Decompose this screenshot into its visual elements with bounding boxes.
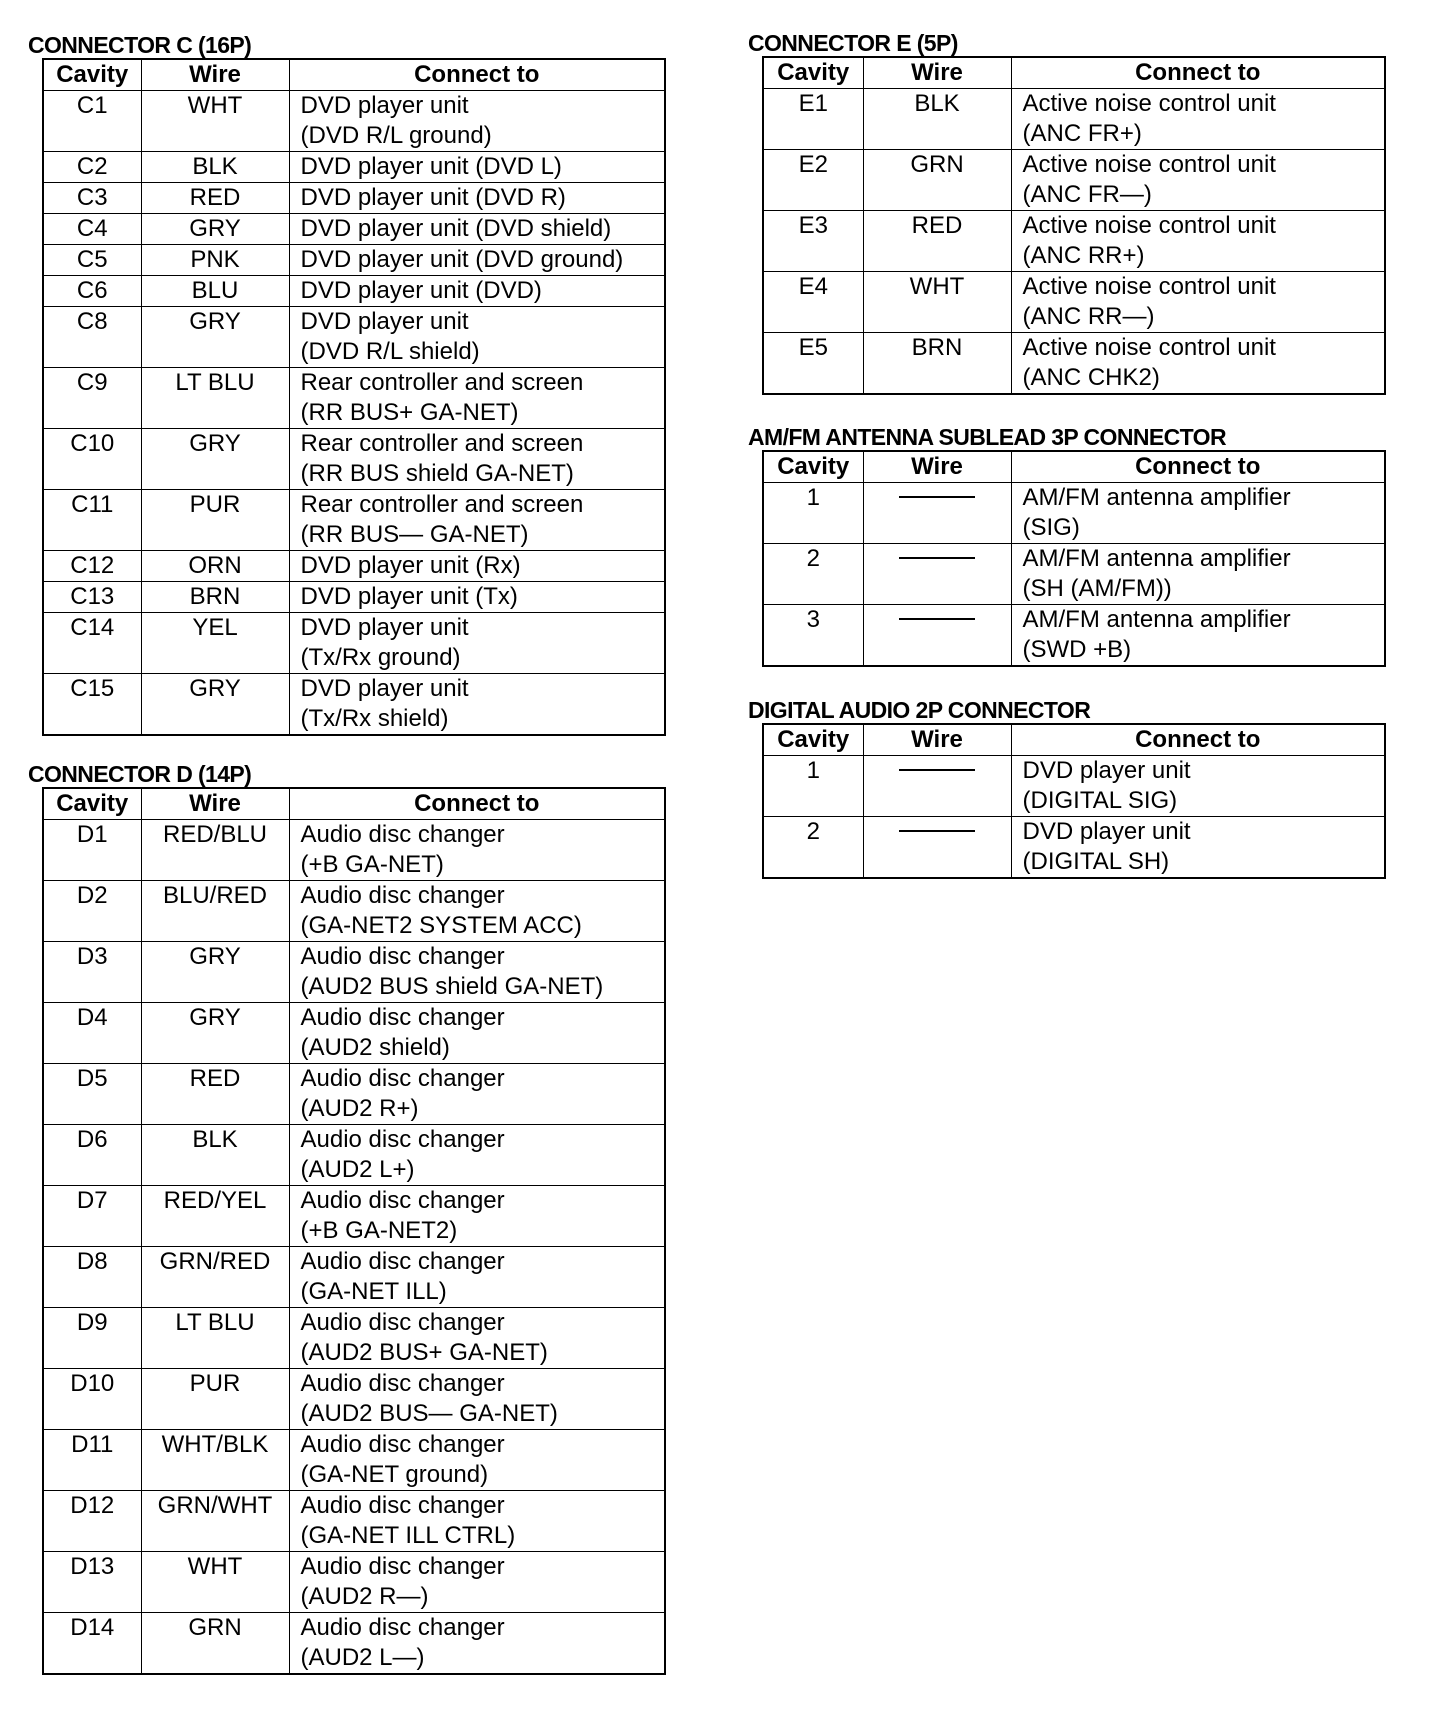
connect-to-line1: Active noise control unit bbox=[1022, 151, 1276, 178]
connect-to-line1: Audio disc changer bbox=[300, 821, 505, 848]
no-wire-dash bbox=[899, 769, 975, 771]
table-row bbox=[763, 272, 1385, 333]
cavity-cell: D10 bbox=[43, 1369, 141, 1430]
connect-to-cell bbox=[289, 183, 665, 214]
connector-d-title: CONNECTOR D (14P) bbox=[28, 761, 252, 787]
table-row bbox=[43, 942, 665, 1003]
cavity-cell: E2 bbox=[763, 150, 863, 211]
connect-to-cell bbox=[1011, 544, 1385, 605]
connect-to-line1: Audio disc changer bbox=[300, 1309, 505, 1336]
cavity-cell: C8 bbox=[43, 307, 141, 368]
connect-to-line1: DVD player unit bbox=[300, 92, 469, 119]
connect-to-line1: DVD player unit bbox=[300, 675, 469, 702]
cavity-header: Cavity bbox=[763, 724, 863, 756]
table-row bbox=[763, 544, 1385, 605]
connect-to-line2: (RR BUS+ GA-NET) bbox=[300, 399, 519, 426]
cavity-header: Cavity bbox=[763, 57, 863, 89]
cavity-cell: 2 bbox=[763, 544, 863, 605]
cavity-cell: 1 bbox=[763, 483, 863, 544]
connect-to-line1: DVD player unit (DVD L) bbox=[300, 153, 562, 180]
table-row bbox=[43, 551, 665, 582]
wire-cell: WHT/BLK bbox=[141, 1430, 289, 1491]
connect-to-line2: (Tx/Rx shield) bbox=[300, 705, 449, 732]
table-row bbox=[43, 582, 665, 613]
connect-to-cell bbox=[289, 214, 665, 245]
cavity-cell: D2 bbox=[43, 881, 141, 942]
cavity-cell: C12 bbox=[43, 551, 141, 582]
connect-to-line1: DVD player unit (DVD shield) bbox=[300, 215, 612, 242]
table-row bbox=[43, 490, 665, 551]
wire-cell: GRN bbox=[141, 1613, 289, 1675]
wire-cell: BRN bbox=[141, 582, 289, 613]
connect-to-cell bbox=[289, 1003, 665, 1064]
connect-to-line1: DVD player unit (Rx) bbox=[300, 552, 521, 579]
connect-to-line2: (DIGITAL SH) bbox=[1022, 848, 1170, 875]
wire-cell: GRY bbox=[141, 674, 289, 736]
table-row bbox=[43, 245, 665, 276]
connect-to-line2: (SWD +B) bbox=[1022, 636, 1132, 663]
table-row bbox=[43, 1552, 665, 1613]
cavity-cell: E1 bbox=[763, 89, 863, 150]
connect-to-line1: Active noise control unit bbox=[1022, 334, 1276, 361]
connect-to-cell bbox=[289, 582, 665, 613]
connect-to-line2: (GA-NET ILL CTRL) bbox=[300, 1522, 516, 1549]
table-row bbox=[763, 333, 1385, 395]
connect-to-line1: AM/FM antenna amplifier bbox=[1022, 606, 1291, 633]
connect-to-cell bbox=[289, 613, 665, 674]
wire-header: Wire bbox=[141, 788, 289, 820]
wire-cell: WHT bbox=[863, 272, 1011, 333]
connect-to-cell bbox=[289, 551, 665, 582]
cavity-cell: C10 bbox=[43, 429, 141, 490]
wire-cell: PUR bbox=[141, 490, 289, 551]
table-row bbox=[763, 89, 1385, 150]
connect-to-line1: Audio disc changer bbox=[300, 882, 505, 909]
connect-to-line2: (AUD2 L+) bbox=[300, 1156, 415, 1183]
connector-c-title: CONNECTOR C (16P) bbox=[28, 32, 252, 58]
wire-cell bbox=[863, 605, 1011, 667]
connect-to-line2: (ANC RR+) bbox=[1022, 242, 1145, 269]
table-row bbox=[43, 674, 665, 736]
cavity-cell: 1 bbox=[763, 756, 863, 817]
connector-e-table bbox=[762, 56, 1386, 395]
wire-cell: BLK bbox=[141, 1125, 289, 1186]
wire-cell: RED bbox=[863, 211, 1011, 272]
table-row bbox=[763, 150, 1385, 211]
table-row bbox=[43, 429, 665, 490]
connect-to-cell bbox=[289, 942, 665, 1003]
connect-to-cell bbox=[1011, 333, 1385, 395]
connect-to-header: Connect to bbox=[289, 59, 665, 91]
wire-header: Wire bbox=[863, 451, 1011, 483]
connect-to-line1: DVD player unit (Tx) bbox=[300, 583, 518, 610]
connect-to-cell bbox=[289, 881, 665, 942]
wire-header: Wire bbox=[863, 724, 1011, 756]
cavity-cell: D7 bbox=[43, 1186, 141, 1247]
cavity-cell: D11 bbox=[43, 1430, 141, 1491]
table-row bbox=[43, 1430, 665, 1491]
wire-cell: GRY bbox=[141, 1003, 289, 1064]
cavity-cell: E5 bbox=[763, 333, 863, 395]
digital-audio-connector-section bbox=[748, 697, 1386, 879]
connect-to-header: Connect to bbox=[1011, 724, 1385, 756]
connect-to-header: Connect to bbox=[289, 788, 665, 820]
connect-to-cell bbox=[289, 276, 665, 307]
connect-to-line2: (GA-NET2 SYSTEM ACC) bbox=[300, 912, 582, 939]
cavity-cell: C11 bbox=[43, 490, 141, 551]
cavity-cell: E4 bbox=[763, 272, 863, 333]
wire-cell: BLU/RED bbox=[141, 881, 289, 942]
antenna-connector-table bbox=[762, 450, 1386, 667]
cavity-header: Cavity bbox=[43, 59, 141, 91]
cavity-cell: D1 bbox=[43, 820, 141, 881]
connector-e-section bbox=[748, 30, 1386, 395]
table-row bbox=[43, 1003, 665, 1064]
wire-cell: RED/YEL bbox=[141, 1186, 289, 1247]
connect-to-line2: (SIG) bbox=[1022, 514, 1080, 541]
cavity-cell: C2 bbox=[43, 152, 141, 183]
table-row bbox=[43, 183, 665, 214]
wire-cell: RED bbox=[141, 183, 289, 214]
antenna-connector-title: AM/FM ANTENNA SUBLEAD 3P CONNECTOR bbox=[748, 424, 1226, 450]
cavity-cell: D12 bbox=[43, 1491, 141, 1552]
connect-to-line1: DVD player unit (DVD) bbox=[300, 277, 542, 304]
connect-to-line2: (AUD2 L—) bbox=[300, 1644, 425, 1671]
table-row bbox=[43, 152, 665, 183]
cavity-cell: C6 bbox=[43, 276, 141, 307]
digital-audio-connector-title: DIGITAL AUDIO 2P CONNECTOR bbox=[748, 697, 1091, 723]
connect-to-line1: Audio disc changer bbox=[300, 1370, 505, 1397]
connect-to-line1: AM/FM antenna amplifier bbox=[1022, 545, 1291, 572]
cavity-cell: C13 bbox=[43, 582, 141, 613]
wire-cell: RED bbox=[141, 1064, 289, 1125]
connect-to-cell bbox=[1011, 605, 1385, 667]
cavity-cell: C1 bbox=[43, 91, 141, 152]
cavity-cell: D6 bbox=[43, 1125, 141, 1186]
cavity-header: Cavity bbox=[763, 451, 863, 483]
cavity-cell: D8 bbox=[43, 1247, 141, 1308]
wire-cell: GRN bbox=[863, 150, 1011, 211]
cavity-cell: D13 bbox=[43, 1552, 141, 1613]
connect-to-line1: Audio disc changer bbox=[300, 1553, 505, 1580]
connect-to-cell bbox=[289, 1308, 665, 1369]
cavity-cell: C14 bbox=[43, 613, 141, 674]
connect-to-cell bbox=[289, 1369, 665, 1430]
cavity-cell: C3 bbox=[43, 183, 141, 214]
wire-cell: BLU bbox=[141, 276, 289, 307]
cavity-cell: D14 bbox=[43, 1613, 141, 1675]
no-wire-dash bbox=[899, 830, 975, 832]
connect-to-line2: (Tx/Rx ground) bbox=[300, 644, 461, 671]
connect-to-cell bbox=[289, 820, 665, 881]
cavity-cell: C4 bbox=[43, 214, 141, 245]
connect-to-cell bbox=[289, 1491, 665, 1552]
no-wire-dash bbox=[899, 496, 975, 498]
table-row bbox=[43, 1369, 665, 1430]
connect-to-line2: (SH (AM/FM)) bbox=[1022, 575, 1172, 602]
connect-to-cell bbox=[1011, 756, 1385, 817]
connect-to-cell bbox=[289, 1247, 665, 1308]
connector-e-title: CONNECTOR E (5P) bbox=[748, 30, 958, 56]
connect-to-cell bbox=[289, 91, 665, 152]
connect-to-cell bbox=[289, 368, 665, 429]
wire-cell: GRY bbox=[141, 307, 289, 368]
connect-to-cell bbox=[1011, 150, 1385, 211]
table-row bbox=[43, 91, 665, 152]
table-row bbox=[43, 368, 665, 429]
connect-to-line1: Rear controller and screen bbox=[300, 369, 584, 396]
wire-cell: BLK bbox=[141, 152, 289, 183]
connect-to-line2: (ANC FR+) bbox=[1022, 120, 1142, 147]
cavity-cell: C5 bbox=[43, 245, 141, 276]
connect-to-header: Connect to bbox=[1011, 451, 1385, 483]
wire-cell bbox=[863, 817, 1011, 879]
connector-d-section bbox=[28, 761, 666, 1675]
wire-cell bbox=[863, 483, 1011, 544]
wire-cell: GRY bbox=[141, 214, 289, 245]
connect-to-cell bbox=[1011, 211, 1385, 272]
connect-to-cell bbox=[289, 490, 665, 551]
no-wire-dash bbox=[899, 557, 975, 559]
wire-cell: GRN/RED bbox=[141, 1247, 289, 1308]
wire-cell: RED/BLU bbox=[141, 820, 289, 881]
connect-to-line2: (ANC CHK2) bbox=[1022, 364, 1160, 391]
wire-header: Wire bbox=[863, 57, 1011, 89]
table-row bbox=[43, 1613, 665, 1675]
table-row bbox=[43, 1186, 665, 1247]
wire-cell: YEL bbox=[141, 613, 289, 674]
wire-cell: LT BLU bbox=[141, 368, 289, 429]
table-row bbox=[43, 1491, 665, 1552]
connect-to-line2: (GA-NET ground) bbox=[300, 1461, 489, 1488]
wire-cell: WHT bbox=[141, 1552, 289, 1613]
connect-to-cell bbox=[1011, 817, 1385, 879]
connect-to-line1: Audio disc changer bbox=[300, 1248, 505, 1275]
connect-to-cell bbox=[289, 245, 665, 276]
connect-to-line1: DVD player unit (DVD ground) bbox=[300, 246, 624, 273]
cavity-cell: C9 bbox=[43, 368, 141, 429]
connect-to-cell bbox=[289, 1064, 665, 1125]
connect-to-line1: Rear controller and screen bbox=[300, 430, 584, 457]
wire-cell: PUR bbox=[141, 1369, 289, 1430]
connect-to-line1: DVD player unit bbox=[300, 308, 469, 335]
connect-to-cell bbox=[289, 1552, 665, 1613]
connect-to-line2: (+B GA-NET) bbox=[300, 851, 444, 878]
connect-to-line2: (AUD2 R—) bbox=[300, 1583, 429, 1610]
connect-to-cell bbox=[289, 1613, 665, 1675]
table-row bbox=[763, 605, 1385, 667]
connect-to-line1: DVD player unit bbox=[300, 614, 469, 641]
wire-cell bbox=[863, 544, 1011, 605]
wire-cell: GRY bbox=[141, 942, 289, 1003]
wire-cell: PNK bbox=[141, 245, 289, 276]
connect-to-line1: Audio disc changer bbox=[300, 1187, 505, 1214]
connect-to-cell bbox=[289, 1125, 665, 1186]
connect-to-line2: (GA-NET ILL) bbox=[300, 1278, 447, 1305]
connect-to-line2: (RR BUS— GA-NET) bbox=[300, 521, 529, 548]
cavity-cell: 2 bbox=[763, 817, 863, 879]
table-row bbox=[43, 276, 665, 307]
cavity-cell: D9 bbox=[43, 1308, 141, 1369]
wire-cell: ORN bbox=[141, 551, 289, 582]
connector-d-table bbox=[42, 787, 666, 1675]
connect-to-line1: DVD player unit bbox=[1022, 757, 1191, 784]
connect-to-cell bbox=[1011, 272, 1385, 333]
connect-to-line1: Active noise control unit bbox=[1022, 90, 1276, 117]
table-row bbox=[43, 214, 665, 245]
table-row bbox=[43, 1125, 665, 1186]
connect-to-line1: AM/FM antenna amplifier bbox=[1022, 484, 1291, 511]
connect-to-line1: DVD player unit bbox=[1022, 818, 1191, 845]
connect-to-line1: Audio disc changer bbox=[300, 1126, 505, 1153]
connect-to-line2: (DVD R/L shield) bbox=[300, 338, 480, 365]
table-row bbox=[43, 1308, 665, 1369]
cavity-cell: D3 bbox=[43, 942, 141, 1003]
wire-cell: BLK bbox=[863, 89, 1011, 150]
wire-cell: LT BLU bbox=[141, 1308, 289, 1369]
table-row bbox=[43, 1064, 665, 1125]
connect-to-line1: Active noise control unit bbox=[1022, 212, 1276, 239]
no-wire-dash bbox=[899, 618, 975, 620]
cavity-cell: C15 bbox=[43, 674, 141, 736]
connector-c-section bbox=[28, 32, 666, 736]
cavity-cell: E3 bbox=[763, 211, 863, 272]
connect-to-line1: Audio disc changer bbox=[300, 1004, 505, 1031]
connect-to-line2: (RR BUS shield GA-NET) bbox=[300, 460, 574, 487]
antenna-connector-section bbox=[748, 424, 1386, 667]
connect-to-cell bbox=[289, 307, 665, 368]
connect-to-line2: (AUD2 R+) bbox=[300, 1095, 419, 1122]
wire-cell: BRN bbox=[863, 333, 1011, 395]
connect-to-line2: (DIGITAL SIG) bbox=[1022, 787, 1178, 814]
connect-to-line1: Audio disc changer bbox=[300, 943, 505, 970]
connect-to-line1: DVD player unit (DVD R) bbox=[300, 184, 566, 211]
connect-to-cell bbox=[289, 1186, 665, 1247]
connect-to-line2: (ANC RR—) bbox=[1022, 303, 1155, 330]
connect-to-cell bbox=[289, 674, 665, 736]
cavity-header: Cavity bbox=[43, 788, 141, 820]
connect-to-cell bbox=[1011, 483, 1385, 544]
wire-header: Wire bbox=[141, 59, 289, 91]
table-row bbox=[763, 211, 1385, 272]
digital-audio-connector-table bbox=[762, 723, 1386, 879]
connect-to-line2: (AUD2 BUS shield GA-NET) bbox=[300, 973, 604, 1000]
connect-to-line2: (AUD2 BUS— GA-NET) bbox=[300, 1400, 558, 1427]
connect-to-line1: Audio disc changer bbox=[300, 1614, 505, 1641]
table-row bbox=[763, 483, 1385, 544]
connect-to-line1: Audio disc changer bbox=[300, 1492, 505, 1519]
connect-to-cell bbox=[289, 1430, 665, 1491]
table-row bbox=[43, 881, 665, 942]
connect-to-line2: (+B GA-NET2) bbox=[300, 1217, 458, 1244]
table-row bbox=[43, 1247, 665, 1308]
connect-to-cell bbox=[289, 152, 665, 183]
connect-to-line1: Audio disc changer bbox=[300, 1065, 505, 1092]
connect-to-line1: Rear controller and screen bbox=[300, 491, 584, 518]
connect-to-line2: (AUD2 BUS+ GA-NET) bbox=[300, 1339, 548, 1366]
table-row bbox=[763, 756, 1385, 817]
connect-to-line1: Active noise control unit bbox=[1022, 273, 1276, 300]
cavity-cell: 3 bbox=[763, 605, 863, 667]
wire-cell: GRY bbox=[141, 429, 289, 490]
wire-cell: WHT bbox=[141, 91, 289, 152]
connect-to-line2: (ANC FR—) bbox=[1022, 181, 1152, 208]
wire-cell bbox=[863, 756, 1011, 817]
table-row bbox=[43, 307, 665, 368]
connect-to-line2: (AUD2 shield) bbox=[300, 1034, 450, 1061]
connect-to-line1: Audio disc changer bbox=[300, 1431, 505, 1458]
connect-to-header: Connect to bbox=[1011, 57, 1385, 89]
table-row bbox=[763, 817, 1385, 879]
connect-to-line2: (DVD R/L ground) bbox=[300, 122, 492, 149]
cavity-cell: D4 bbox=[43, 1003, 141, 1064]
connector-c-table bbox=[42, 58, 666, 736]
cavity-cell: D5 bbox=[43, 1064, 141, 1125]
connect-to-cell bbox=[1011, 89, 1385, 150]
table-row bbox=[43, 820, 665, 881]
wire-cell: GRN/WHT bbox=[141, 1491, 289, 1552]
connect-to-cell bbox=[289, 429, 665, 490]
table-row bbox=[43, 613, 665, 674]
